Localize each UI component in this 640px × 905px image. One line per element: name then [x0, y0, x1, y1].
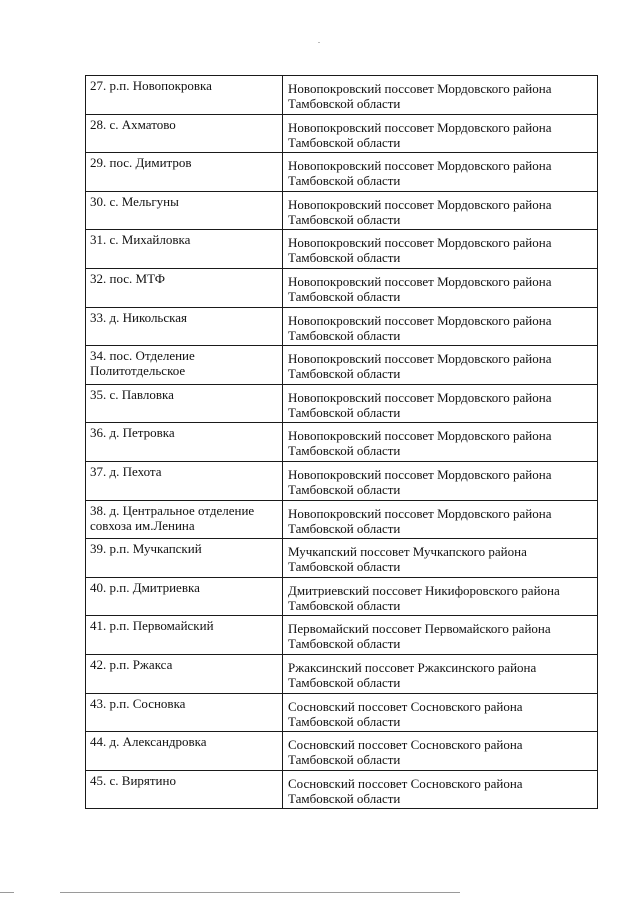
municipality-line: Новопокровский поссовет Мордовского района [288, 312, 552, 328]
table-row [86, 384, 598, 423]
table-row [86, 770, 598, 809]
table-row [86, 114, 598, 153]
municipality-cell [283, 346, 598, 385]
municipality-cell [283, 577, 598, 616]
settlement-cell: 42. р.п. Ржакса [86, 654, 283, 693]
municipality-line: Сосновский поссовет Сосновского района [288, 698, 523, 714]
table-row [86, 423, 598, 462]
municipality-line: Новопокровский поссовет Мордовского района [288, 351, 552, 367]
settlement-cell: 41. р.п. Первомайский [86, 616, 283, 655]
municipality-cell [283, 153, 598, 192]
settlement-cell: 34. пос. Отделение Политотдельское [86, 346, 283, 385]
municipality-line: Тамбовской области [288, 481, 401, 497]
table-row [86, 500, 598, 539]
table-row [86, 616, 598, 655]
settlement-cell: 30. с. Мельгуны [86, 191, 283, 230]
municipality-line: Дмитриевский поссовет Никифоровского района [288, 582, 560, 598]
municipality-cell [283, 693, 598, 732]
municipality-cell [283, 114, 598, 153]
municipality-line: Тамбовской области [288, 173, 401, 189]
settlement-cell: 38. д. Центральное отделение совхоза им.Ленина [86, 500, 283, 539]
municipality-cell [283, 191, 598, 230]
table-row [86, 693, 598, 732]
municipality-line: Тамбовской области [288, 327, 401, 343]
municipality-line: Новопокровский поссовет Мордовского района [288, 273, 552, 289]
municipality-line: Новопокровский поссовет Мордовского района [288, 196, 552, 212]
table-row [86, 577, 598, 616]
municipality-line: Тамбовской области [288, 366, 401, 382]
municipality-line: Новопокровский поссовет Мордовского района [288, 235, 552, 251]
settlement-cell: 45. с. Вирятино [86, 770, 283, 809]
municipality-line: Тамбовской области [288, 636, 401, 652]
settlement-cell: 32. пос. МТФ [86, 268, 283, 307]
municipality-cell [283, 230, 598, 269]
municipality-line: Тамбовской области [288, 790, 401, 806]
scan-edge-line [60, 892, 460, 893]
municipality-line: Тамбовской области [288, 713, 401, 729]
municipality-cell [283, 500, 598, 539]
municipality-line: Новопокровский поссовет Мордовского района [288, 389, 552, 405]
table-row [86, 461, 598, 500]
settlement-cell: 37. д. Пехота [86, 461, 283, 500]
table-row [86, 191, 598, 230]
municipality-line: Новопокровский поссовет Мордовского района [288, 119, 552, 135]
settlement-cell: 35. с. Павловка [86, 384, 283, 423]
settlement-cell: 36. д. Петровка [86, 423, 283, 462]
table-body [86, 76, 598, 809]
settlement-cell: 43. р.п. Сосновка [86, 693, 283, 732]
settlement-cell: 31. с. Михайловка [86, 230, 283, 269]
municipality-cell [283, 76, 598, 115]
municipality-line: Тамбовской области [288, 404, 401, 420]
table-row [86, 732, 598, 771]
municipality-line: Новопокровский поссовет Мордовского района [288, 428, 552, 444]
municipality-cell [283, 616, 598, 655]
municipality-line: Новопокровский поссовет Мордовского района [288, 158, 552, 174]
municipality-line: Сосновский поссовет Сосновского района [288, 737, 523, 753]
table-row [86, 539, 598, 578]
municipality-cell [283, 268, 598, 307]
municipality-cell [283, 384, 598, 423]
settlement-cell: 44. д. Александровка [86, 732, 283, 771]
settlement-cell: 28. с. Ахматово [86, 114, 283, 153]
settlement-cell: 39. р.п. Мучкапский [86, 539, 283, 578]
scan-edge-line [0, 892, 14, 893]
municipality-cell [283, 423, 598, 462]
municipality-line: Ржаксинский поссовет Ржаксинского района [288, 659, 537, 675]
municipality-cell [283, 654, 598, 693]
table-row [86, 153, 598, 192]
municipality-line: Тамбовской области [288, 597, 401, 613]
table-row [86, 654, 598, 693]
municipality-line: Новопокровский поссовет Мордовского района [288, 466, 552, 482]
municipality-line: Тамбовской области [288, 134, 401, 150]
municipality-line: Тамбовской области [288, 674, 401, 690]
table-row [86, 307, 598, 346]
municipality-cell [283, 539, 598, 578]
municipality-line: Новопокровский поссовет Мордовского района [288, 81, 552, 96]
municipality-line: Первомайский поссовет Первомайского района [288, 621, 551, 637]
municipality-cell [283, 770, 598, 809]
municipality-line: Тамбовской области [288, 520, 401, 536]
table-row [86, 230, 598, 269]
municipality-cell [283, 307, 598, 346]
municipality-line: Тамбовской области [288, 211, 401, 227]
settlement-cell: 40. р.п. Дмитриевка [86, 577, 283, 616]
municipality-line: Сосновский поссовет Сосновского района [288, 775, 523, 791]
municipality-line: Мучкапский поссовет Мучкапского района [288, 544, 527, 560]
municipality-line: Тамбовской области [288, 443, 401, 459]
municipality-line: Новопокровский поссовет Мордовского района [288, 505, 552, 521]
municipality-cell [283, 461, 598, 500]
settlements-table [85, 75, 598, 809]
table-row [86, 76, 598, 115]
table-row [86, 346, 598, 385]
municipality-line: Тамбовской области [288, 250, 401, 266]
settlement-cell: 27. р.п. Новопокровка [86, 76, 283, 115]
scan-speck [318, 42, 320, 43]
municipality-line: Тамбовской области [288, 288, 401, 304]
settlement-cell: 29. пос. Димитров [86, 153, 283, 192]
settlement-cell: 33. д. Никольская [86, 307, 283, 346]
municipality-line: Тамбовской области [288, 559, 401, 575]
municipality-cell [283, 732, 598, 771]
municipality-line: Тамбовской области [288, 752, 401, 768]
table-row [86, 268, 598, 307]
municipality-line: Тамбовской области [288, 96, 401, 111]
